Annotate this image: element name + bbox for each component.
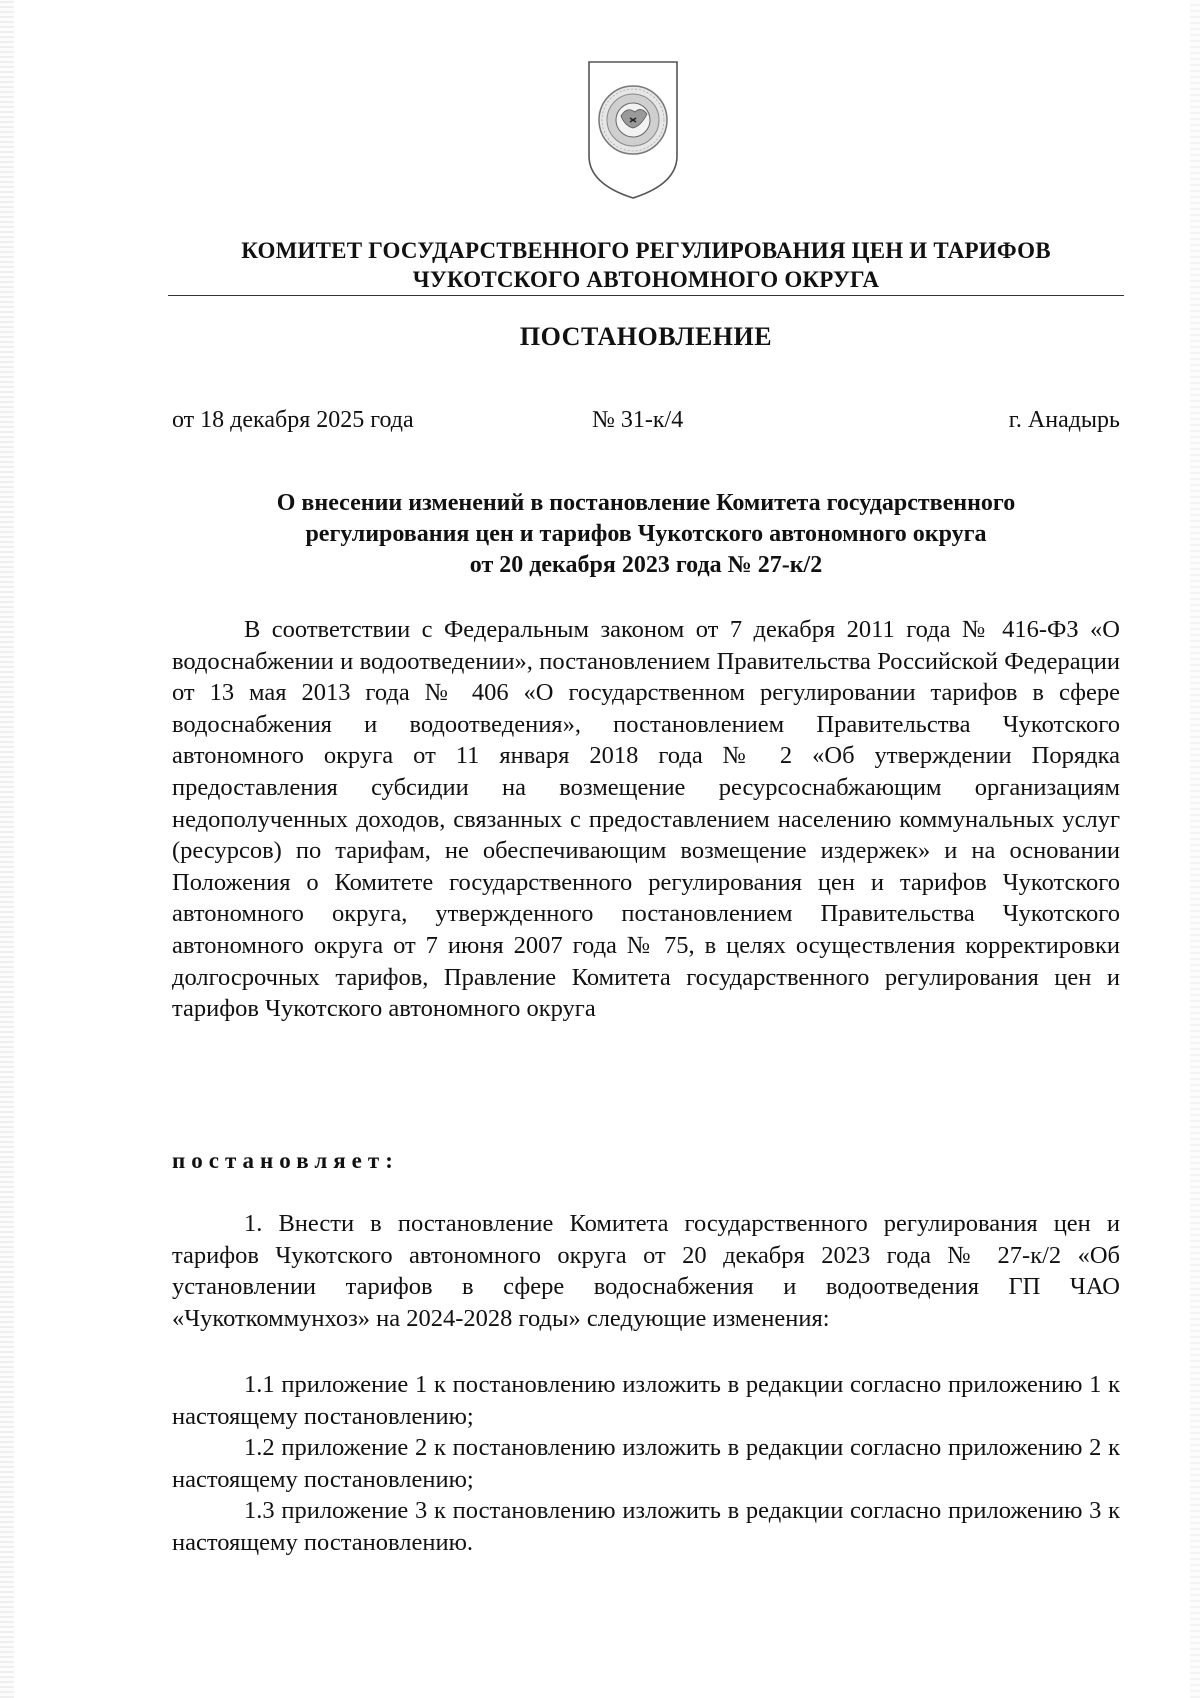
document-subject (168, 488, 1124, 581)
header-divider (168, 295, 1124, 296)
decree-word: постановляет: (172, 1148, 399, 1173)
preamble-paragraph: В соответствии с Федеральным законом от 7 декабря 2011 года № 416-ФЗ «О водоснабжении и водоотведении», постановлением Правительства Российской Федерации от 13 мая 2013 года № 406 «О государственном регулировании тарифов в сфере водоснабжения и водоотведения», постановлением Правительства Чукотского автономного округа от 11 января 2018 года № 2 «Об утверждении Порядка предоставления субсидии на возмещение ресурсоснабжающим организациям недополученных доходов, связанных с предоставлением населению коммунальных услуг (ресурсов) по тарифам, не обеспечивающим возмещение издержек» и на основании Положения о Комитете государственного регулирования цен и тарифов Чукотского автономного округа, утвержденного постановлением Правительства Чукотского автономного округа от 7 июня 2007 года № 75, в целях осуществления корректировки долгосрочных тарифов, Правление Комитета государственного регулирования цен и тарифов Чукотского автономного округа (172, 616, 1120, 1023)
scan-edge-left (0, 0, 14, 1698)
document-type: ПОСТАНОВЛЕНИЕ (519, 322, 773, 351)
subject-line-3: от 20 декабря 2023 года № 27-к/2 (469, 552, 823, 578)
header-line-1: КОМИТЕТ ГОСУДАРСТВЕННОГО РЕГУЛИРОВАНИЯ ЦЕН И ТАРИФОВ (241, 238, 1051, 263)
sub-item-1-1: 1.1 приложение 1 к постановлению изложить в редакции согласно приложению 1 к настоящему постановлению; (172, 1371, 1120, 1430)
document-number: № 31-к/4 (592, 407, 684, 433)
scan-edge-right (1190, 0, 1200, 1698)
document-meta (172, 407, 1120, 439)
item-1: 1. Внести в постановление Комитета государственного регулирования цен и тарифов Чукотского автономного округа от 20 декабря 2023 года № 27-к/2 «Об установлении тарифов в сфере водоснабжения и водоотведения ГП ЧАО «Чукоткоммунхоз» на 2024-2028 годы» следующие изменения: (172, 1210, 1120, 1332)
subject-line-2: регулирования цен и тарифов Чукотского автономного округа (305, 521, 987, 547)
sub-item-1-3: 1.3 приложение 3 к постановлению изложить в редакции согласно приложению 3 к настоящему постановлению. (172, 1497, 1120, 1556)
header-line-2: ЧУКОТСКОГО АВТОНОМНОГО ОКРУГА (412, 267, 880, 292)
committee-header (168, 236, 1124, 294)
sub-item-1-2: 1.2 приложение 2 к постановлению изложить в редакции согласно приложению 2 к настоящему постановлению; (172, 1434, 1120, 1493)
document-date: от 18 декабря 2025 года (172, 407, 414, 433)
coat-of-arms-emblem (583, 56, 683, 204)
subject-line-1: О внесении изменений в постановление Комитета государственного (276, 490, 1016, 516)
document-city: г. Анадырь (1008, 407, 1120, 433)
